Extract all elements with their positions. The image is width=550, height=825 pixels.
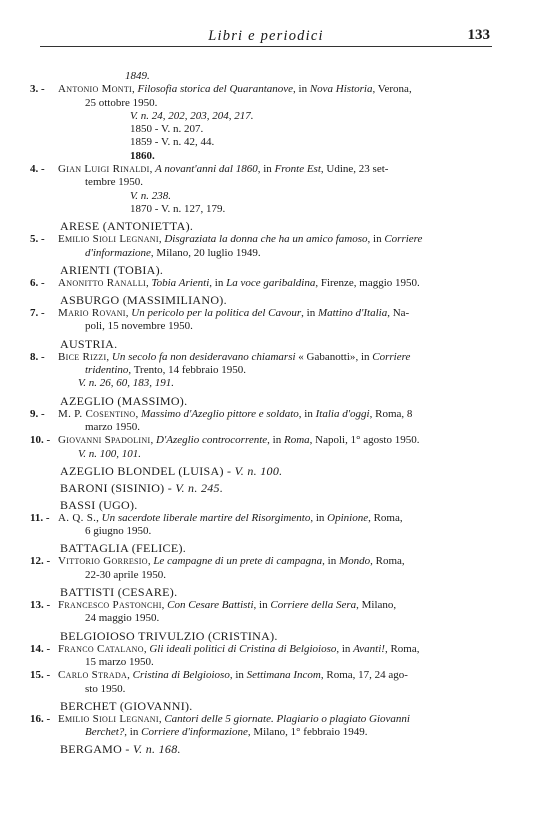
running-head <box>40 24 492 47</box>
entry-author: Mario Rovani <box>58 307 126 320</box>
heading-berchet: BERCHET (GIOVANNI). <box>60 698 193 713</box>
heading-name: BERGAMO - <box>60 742 130 757</box>
entry-title: Filosofia storica del Quarantanove <box>137 83 294 96</box>
entry-journal: La voce garibaldina <box>226 276 316 289</box>
entry-author: Bice Rizzi <box>58 350 107 363</box>
entry-6: 6. - Anonitto Ranalli, Tobia Arienti, in La voce garibaldina, Firenze, maggio 1950. <box>30 276 420 289</box>
entry-title: Gli ideali politici di Cristina di Belgioioso <box>149 642 337 655</box>
heading-asburgo: ASBURGO (MASSIMILIANO). <box>60 293 227 308</box>
heading-bergamo <box>30 742 490 756</box>
entry-journal: Corriere <box>384 233 423 246</box>
entry-journal: Settimana Incom <box>246 669 321 682</box>
entry-place-date: , Roma, 17, 24 ago- <box>320 669 408 682</box>
entry-place-date: , Trento, 14 febbraio 1950. <box>128 364 247 377</box>
running-head-title: Libri e periodici <box>208 28 324 44</box>
entry-number: 8. - <box>30 350 45 363</box>
entry-place: , Udine, 23 set- <box>320 163 389 176</box>
entry-title: A novant'anni dal 1860 <box>155 163 258 176</box>
entry-pub-prefix: in <box>235 669 244 682</box>
entry-title: Un secolo fa non desideravano chiamarsi <box>111 350 296 363</box>
entry-journal: Avanti! <box>353 642 385 655</box>
entry-author: Giovanni Spadolini <box>58 434 151 447</box>
entry-3-date: 25 ottobre 1950. <box>85 96 158 109</box>
entry-journal: Corriere d'informazione <box>141 726 248 739</box>
entry-16: 16. - Emilio Sioli Legnani, Cantori delle 5 giornate. Plagiario o plagiato Giovanni <box>30 712 410 725</box>
entry-pub-prefix: in <box>306 307 316 320</box>
entry-15-cont: sto 1950. <box>85 682 126 695</box>
heading-ref: V. n. 245. <box>175 480 224 495</box>
entry-4-ref-2: 1870 - V. n. 127, 179. <box>130 202 226 215</box>
entry-pub-prefix: in <box>272 434 282 447</box>
entry-number: 3. - <box>30 83 45 96</box>
entry-5-cont <box>30 247 490 260</box>
entry-author: Carlo Strada <box>58 669 128 682</box>
heading-name: AZEGLIO BLONDEL (LUISA) - <box>60 463 232 478</box>
heading-arienti: ARIENTI (TOBIA). <box>60 262 164 277</box>
heading-belgioioso: BELGIOIOSO TRIVULZIO (CRISTINA). <box>60 628 278 643</box>
entry-journal: Corriere della Sera <box>270 599 357 612</box>
entry-12: 12. - Vittorio Gorresio, Le campagne di un prete di campagna, in Mondo, Roma, <box>30 555 405 568</box>
entry-15: 15. - Carlo Strada, Cristina di Belgioioso, in Settimana Incom, Roma, 17, 24 ago- <box>30 669 408 682</box>
entry-title: D'Azeglio controcorrente <box>155 434 268 447</box>
heading-azeglio-blondel <box>30 464 490 478</box>
entry-author: Emilio Sioli Legnani <box>58 233 159 246</box>
entry-title: Massimo d'Azeglio pittore e soldato <box>141 407 299 420</box>
entry-author: Vittorio Gorresio <box>58 555 148 568</box>
entry-10-refs: V. n. 100, 101. <box>78 447 142 460</box>
entry-5: 5. - Emilio Sioli Legnani, Disgraziata la donna che ha un amico famoso, in Corriere <box>30 233 423 246</box>
entry-journal-cont: tridentino <box>85 364 129 377</box>
entry-number: 5. - <box>30 233 45 246</box>
entry-place-date: , Milano, 1° febbraio 1949. <box>247 726 368 739</box>
entry-pub-prefix: in <box>315 511 325 524</box>
entry-author: M. P. Cosentino <box>58 407 136 420</box>
entry-3-ref-3: 1859 - V. n. 42, 44. <box>130 136 215 149</box>
entry-14-cont: 15 marzo 1950. <box>85 655 154 668</box>
entry-journal: Mondo <box>338 555 371 568</box>
heading-austria: AUSTRIA. <box>60 336 118 351</box>
entry-number: 10. - <box>30 434 51 447</box>
entry-13-cont: 24 maggio 1950. <box>85 612 160 625</box>
entry-pub-prefix: in <box>327 555 337 568</box>
entry-9-cont: marzo 1950. <box>85 420 140 433</box>
entry-journal: Roma <box>283 434 310 447</box>
entry-place: , Milano, <box>356 599 397 612</box>
entry-4: 4. - Gian Luigi Rinaldi, A novant'anni dal 1860, in Fronte Est, Udine, 23 set- <box>30 163 389 176</box>
entry-number: 14. - <box>30 642 51 655</box>
entry-quoted: « Gabanotti» <box>298 350 356 363</box>
entry-title: Cristina di Belgioioso <box>132 669 230 682</box>
heading-battaglia: BATTAGLIA (FELICE). <box>60 541 187 556</box>
entry-journal: Fronte Est <box>274 163 321 176</box>
entry-14: 14. - Franco Catalano, Gli ideali politici di Cristina di Belgioioso, in Avanti!, Roma, <box>30 642 420 655</box>
entry-number: 4. - <box>30 163 45 176</box>
heading-bassi: BASSI (UGO). <box>60 497 138 512</box>
entry-13: 13. - Francesco Pastonchi, Con Cesare Battisti, in Corriere della Sera, Milano, <box>30 599 397 612</box>
entry-journal: Nova Historia <box>309 83 373 96</box>
entry-title: Un pericolo per la politica del Cavour <box>131 307 302 320</box>
entry-author: Emilio Sioli Legnani <box>58 712 159 725</box>
heading-baroni <box>30 481 490 495</box>
entry-title-cont: Berchet? <box>85 726 125 739</box>
entry-place: , Roma, <box>370 555 405 568</box>
heading-arese: ARESE (ANTONIETTA). <box>60 219 194 234</box>
heading-ref: V. n. 168. <box>133 742 181 757</box>
entry-pub-prefix: in <box>259 599 268 612</box>
entry-place: , Roma, <box>368 511 403 524</box>
entry-number: 16. - <box>30 712 51 725</box>
entry-3: 3. - Antonio Monti, Filosofia storica del Quarantanove, in Nova Historia, Verona, <box>30 83 412 96</box>
entry-place: , Roma, 8 <box>369 407 413 420</box>
entry-place-date: , Milano, 20 luglio 1949. <box>150 246 261 259</box>
page-number: 133 <box>467 27 490 43</box>
entry-journal: Corriere <box>372 350 411 363</box>
entry-7-cont: poli, 15 novembre 1950. <box>85 320 193 333</box>
entry-4-ref-1: V. n. 238. <box>130 189 172 202</box>
bibliography-body <box>30 70 490 756</box>
entry-10: 10. - Giovanni Spadolini, D'Azeglio controcorrente, in Roma, Napoli, 1° agosto 1950. <box>30 434 420 447</box>
entry-pub-prefix: in <box>214 276 224 289</box>
entry-pub-prefix: in <box>373 233 382 246</box>
entry-pub-prefix: in <box>263 163 272 176</box>
entry-11: 11. - A. Q. S., Un sacerdote liberale martire del Risorgimento, in Opinione, Roma, <box>30 511 403 524</box>
entry-author: Gian Luigi Rinaldi <box>58 163 150 176</box>
entry-8: 8. - Bice Rizzi, Un secolo fa non desideravano chiamarsi « Gabanotti», in Corriere <box>30 350 411 363</box>
entry-author: Anonitto Ranalli <box>58 276 147 289</box>
entry-9: 9. - M. P. Cosentino, Massimo d'Azeglio pittore e soldato, in Italia d'oggi, Roma, 8 <box>30 407 413 420</box>
entry-16-cont: Berchet?, in Corriere d'informazione, Milano, 1° febbraio 1949. <box>85 726 368 739</box>
entry-author: Antonio Monti <box>58 83 132 96</box>
entry-author: Franco Catalano <box>58 642 144 655</box>
entry-journal-cont: d'informazione <box>85 246 151 259</box>
entry-place: , Verona, <box>372 83 412 96</box>
entry-4-date: tembre 1950. <box>85 176 144 189</box>
entry-pub-prefix: in <box>129 726 139 739</box>
entry-8-cont <box>30 364 490 377</box>
entry-place: , Na- <box>387 307 410 320</box>
entry-title: Cantori delle 5 giornate. Plagiario o plagiato Giovanni <box>164 712 410 725</box>
heading-azeglio: AZEGLIO (MASSIMO). <box>60 393 188 408</box>
entry-title: Un sacerdote liberale martire del Risorgimento <box>101 511 311 524</box>
entry-place-date: , Firenze, maggio 1950. <box>315 276 420 289</box>
entry-3-ref-4: 1860. <box>130 149 155 162</box>
entry-number: 12. - <box>30 555 51 568</box>
entry-pub-prefix: in <box>304 407 313 420</box>
entry-journal: Opinione <box>327 511 369 524</box>
heading-battisti: BATTISTI (CESARE). <box>60 585 178 600</box>
entry-title: Con Cesare Battisti <box>167 599 254 612</box>
entry-number: 13. - <box>30 599 51 612</box>
heading-ref: V. n. 100. <box>234 463 283 478</box>
entry-number: 7. - <box>30 307 45 320</box>
entry-number: 9. - <box>30 407 45 420</box>
entry-11-cont: 6 giugno 1950. <box>85 525 152 538</box>
entry-8-refs: V. n. 26, 60, 183, 191. <box>78 377 175 390</box>
refs-line: 1849. <box>125 70 150 82</box>
entry-place: , Roma, <box>384 642 420 655</box>
entry-7: 7. - Mario Rovani, Un pericolo per la politica del Cavour, in Mattino d'Italia, Na- <box>30 307 410 320</box>
entry-title: Tobia Arienti <box>151 276 210 289</box>
entry-pub-prefix: in <box>341 642 351 655</box>
entry-title: Le campagne di un prete di campagna <box>153 555 323 568</box>
entry-pub-prefix: in <box>360 350 370 363</box>
heading-name: BARONI (SISINIO) - <box>60 480 173 495</box>
entry-3-ref-2: 1850 - V. n. 207. <box>130 123 204 136</box>
entry-number: 11. - <box>30 511 50 524</box>
entry-author: A. Q. S. <box>58 511 97 524</box>
entry-journal: Italia d'oggi <box>315 407 370 420</box>
entry-place-date: , Napoli, 1° agosto 1950. <box>309 434 420 447</box>
entry-number: 15. - <box>30 669 51 682</box>
entry-number: 6. - <box>30 276 45 289</box>
entry-title: Disgraziata la donna che ha un amico famoso <box>164 233 368 246</box>
entry-3-ref-1: V. n. 24, 202, 203, 204, 217. <box>130 109 254 122</box>
entry-author: Francesco Pastonchi <box>58 599 162 612</box>
entry-journal: Mattino d'Italia <box>317 307 388 320</box>
entry-12-cont: 22-30 aprile 1950. <box>85 568 166 581</box>
entry-pub-prefix: in <box>298 83 308 96</box>
